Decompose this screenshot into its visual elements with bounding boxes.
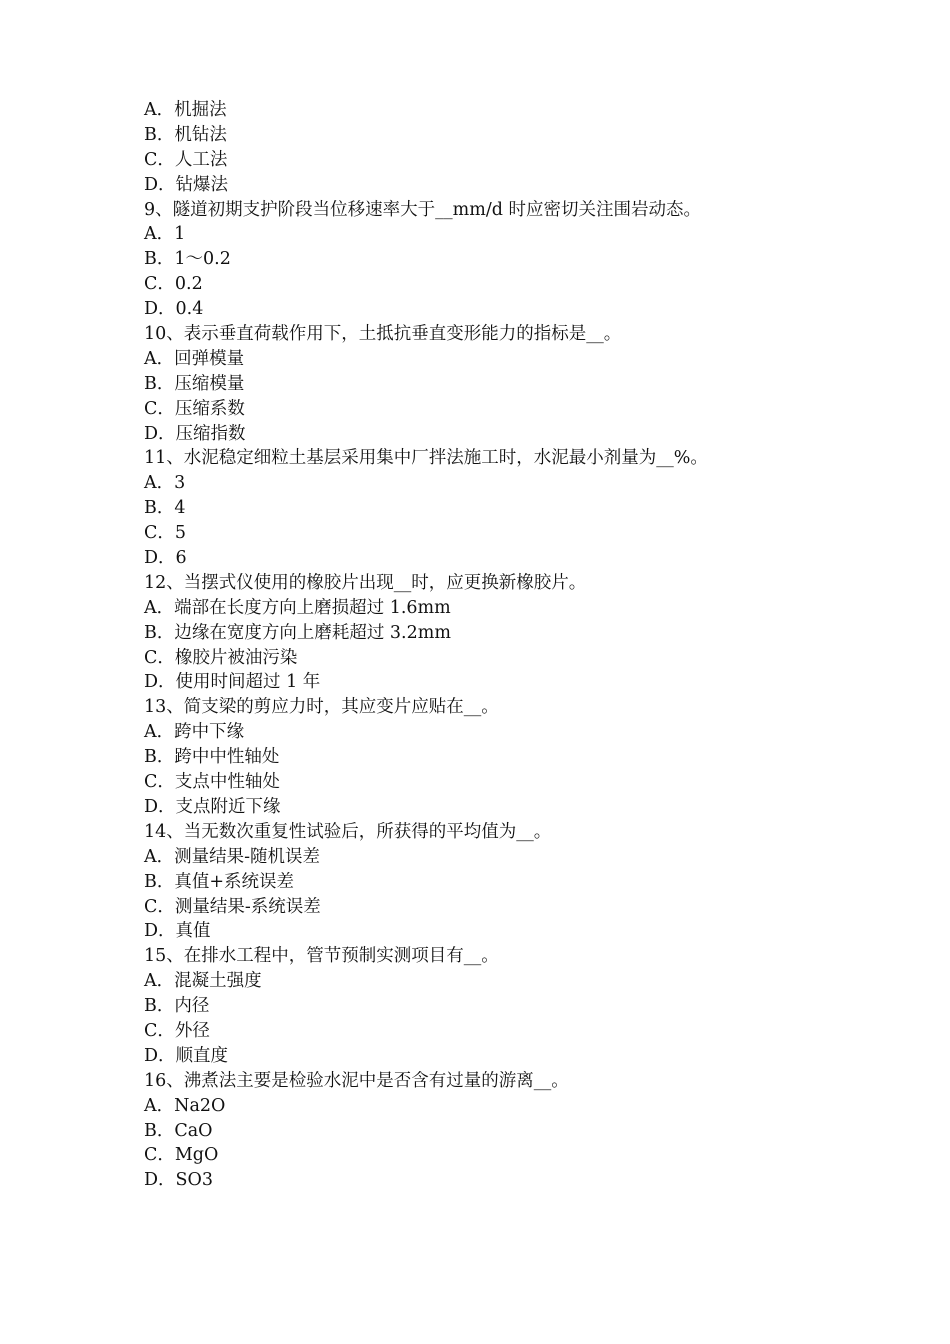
option-line: A．3 [144,473,186,494]
option-line: B．机钻法 [144,124,227,145]
question-10: 10、表示垂直荷载作用下，土抵抗垂直变形能力的指标是__。 [144,324,622,345]
question-16: 16、沸煮法主要是检验水泥中是否含有过量的游离__。 [144,1070,569,1091]
option-line: A．1 [144,224,186,245]
option-line: D．顺直度 [144,1045,229,1066]
option-line: A．混凝土强度 [144,971,262,992]
option-line: D．支点附近下缘 [144,796,281,817]
option-line: D．6 [144,548,187,569]
option-line: A．机掘法 [144,100,227,120]
option-line: A．测量结果-随机误差 [144,846,321,867]
option-line: B．压缩模量 [144,373,245,394]
question-12: 12、当摆式仪使用的橡胶片出现__时，应更换新橡胶片。 [144,572,587,593]
option-line: B．边缘在宽度方向上磨耗超过 3.2mm [144,622,451,643]
option-line: C．MgO [144,1145,219,1166]
option-line: D．SO3 [144,1170,214,1191]
document-page [144,98,824,1193]
option-line: A．Na2O [144,1095,226,1116]
option-line: B．4 [144,498,186,519]
question-15: 15、在排水工程中，管节预制实测项目有__。 [144,946,499,967]
option-line: D．0.4 [144,299,204,320]
option-line: D．真值 [144,921,211,942]
option-line: B．1～0.2 [144,249,231,270]
option-line: B．内径 [144,996,210,1017]
option-line: A．跨中下缘 [144,722,245,743]
option-line: B．跨中中性轴处 [144,747,280,768]
option-line: B．真值+系统误差 [144,871,295,892]
option-line: C．压缩系数 [144,398,245,419]
option-line: A．回弹模量 [144,348,245,369]
question-14: 14、当无数次重复性试验后，所获得的平均值为__。 [144,821,552,842]
option-line: C．测量结果-系统误差 [144,896,321,917]
option-line: D．使用时间超过 1 年 [144,672,321,693]
option-line: C．5 [144,523,187,544]
option-line: C．人工法 [144,149,228,170]
question-9: 9、隧道初期支护阶段当位移速率大于__mm/d 时应密切关注围岩动态。 [144,199,701,220]
question-11: 11、水泥稳定细粒土基层采用集中厂拌法施工时，水泥最小剂量为__%。 [144,448,708,469]
option-line: C．外径 [144,1020,210,1041]
option-line: B．CaO [144,1120,213,1141]
option-line: A．端部在长度方向上磨损超过 1.6mm [144,597,451,618]
option-line: D．压缩指数 [144,423,246,444]
question-13: 13、简支梁的剪应力时，其应变片应贴在__。 [144,697,499,718]
option-line: C．0.2 [144,274,203,295]
option-line: C．支点中性轴处 [144,772,280,793]
option-line: D．钻爆法 [144,174,229,195]
option-line: C．橡胶片被油污染 [144,647,298,668]
